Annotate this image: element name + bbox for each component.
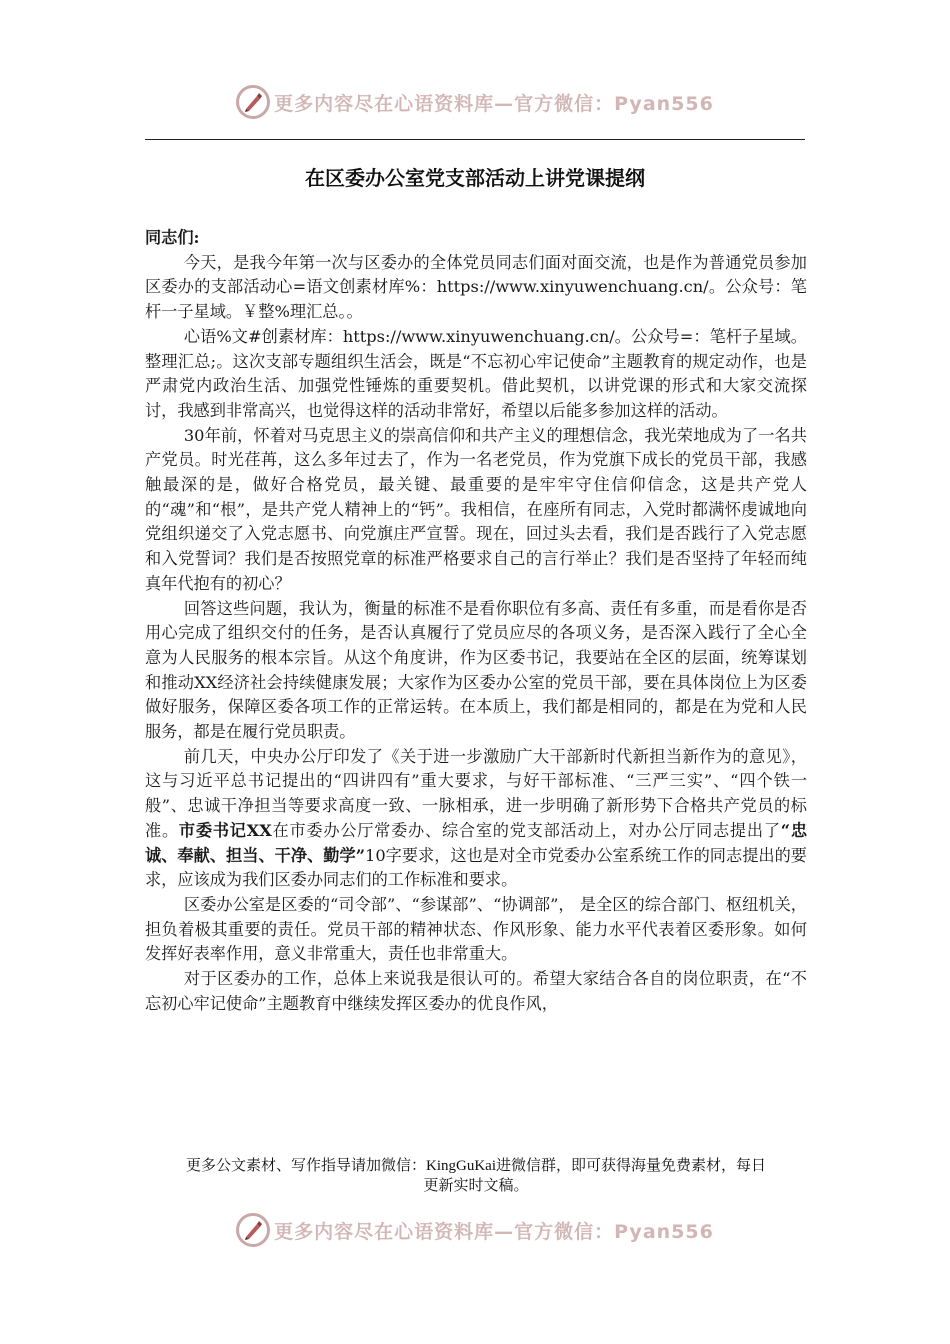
paragraph-6: 区委办公室是区委的“司令部”、“参谋部”、“协调部”， 是全区的综合部门、枢纽机关，担负着极其重要的责任。党员干部的精神状态、作风形象、能力水平代表着区委形象。如何发挥好表率作用，意义非常重大，责任也非常重大。 — [145, 894, 807, 964]
paragraph-5-bold-2: “忠诚、奉献、担当、干净、勤学” — [145, 820, 808, 865]
footnote — [145, 1156, 807, 1196]
paragraph-4: 回答这些问题，我认为，衡量的标准不是看你职位有多高、责任有多重，而是看你是否用心完成了组织交付的任务，是否认真履行了党员应尽的各项义务，是否深入践行了全心全意为人民服务的根本宗旨。从这个角度讲，作为区委书记，我要站在全区的层面，统筹谋划和推动XX经济社会持续健康发展；大家作为区委办公室的党员干部，要在具体岗位上为区委做好服务，保障区委各项工作的正常运转。在本质上，我们都是相同的，都是在为党和人民服务，都是在履行党员职责。 — [145, 598, 807, 742]
paragraph-5-text-3: 10字要求，这也是对全市党委办公室系统工作的同志提出的要求，应该成为我们区委办同志们的工作标准和要求。 — [145, 845, 807, 890]
document-title: 在区委办公室党支部活动上讲党课提纲 — [305, 166, 645, 190]
paragraph-5 — [145, 745, 807, 893]
footer-watermark-text: 更多内容尽在心语资料库—官方微信：Pyan556 — [274, 1220, 714, 1243]
paragraph-5-bold-1: 市委书记XX — [178, 820, 272, 840]
footnote-line-2: 更新实时文稿。 — [423, 1178, 529, 1194]
salutation: 同志们: — [145, 228, 200, 247]
header-watermark-text: 更多内容尽在心语资料库—官方微信：Pyan556 — [274, 92, 714, 115]
footer-watermark-banner — [0, 1208, 950, 1252]
pen-logo-icon — [236, 1213, 270, 1247]
header-watermark-banner — [0, 80, 950, 124]
header-divider — [145, 139, 805, 140]
pen-logo-icon — [236, 85, 270, 119]
paragraph-5-text-1: 前几天，中央办公厅印发了《关于进一步激励广大干部新时代新担当新作为的意见》，这与习近平总书记提出的“四讲四有”重大要求，与好干部标准、“三严三实”、“四个铁一般”、忠诚干净担当等要求高度一致、一脉相承，进一步明确了新形势下合格共产党员的标准。 — [145, 746, 807, 840]
footnote-line-1: 更多公文素材、写作指导请加微信：KingGuKai进微信群，即可获得海量免费素材，每日 — [186, 1158, 766, 1174]
paragraph-7: 对于区委办的工作，总体上来说我是很认可的。希望大家结合各自的岗位职责，在“不忘初心牢记使命”主题教育中继续发挥区委办的优良作风， — [145, 969, 807, 1013]
paragraph-2: 心语%文#创素材库：https://www.xinyuwenchuang.cn/。公众号=：笔杆子星域。整理汇总;。这次支部专题组织生活会，既是“不忘初心牢记使命”主题教育的规定动作，也是严肃党内政治生活、加强党性锤炼的重要契机。借此契机，以讲党课的形式和大家交流探讨，我感到非常高兴，也觉得这样的活动非常好，希望以后能多参加这样的活动。 — [145, 326, 807, 420]
document-body — [145, 226, 807, 1017]
paragraph-5-text-2: 在市委办公厅常委办、综合室的党支部活动上，对办公厅同志提出了 — [271, 820, 781, 840]
paragraph-3: 30年前，怀着对马克思主义的崇高信仰和共产主义的理想信念，我光荣地成为了一名共产党员。时光荏苒，这么多年过去了，作为一名老党员，作为党旗下成长的党员干部，我感触最深的是，做好合格党员，最关键、最重要的是牢牢守住信仰信念，这是共产党人的“魂”和“根”，是共产党人精神上的“钙”。我相信，在座所有同志，入党时都满怀虔诚地向党组织递交了入党志愿书、向党旗庄严宣誓。现在，回过头去看，我们是否践行了入党志愿和入党誓词？我们是否按照党章的标准严格要求自己的言行举止？我们是否坚持了年轻而纯真年代抱有的初心？ — [145, 425, 807, 593]
paragraph-1: 今天，是我今年第一次与区委办的全体党员同志们面对面交流，也是作为普通党员参加区委办的支部活动心=语文创素材库%：https://www.xinyuwenchuang.cn/。公众号：笔杆一子星域。￥整%理汇总。。 — [145, 252, 807, 322]
